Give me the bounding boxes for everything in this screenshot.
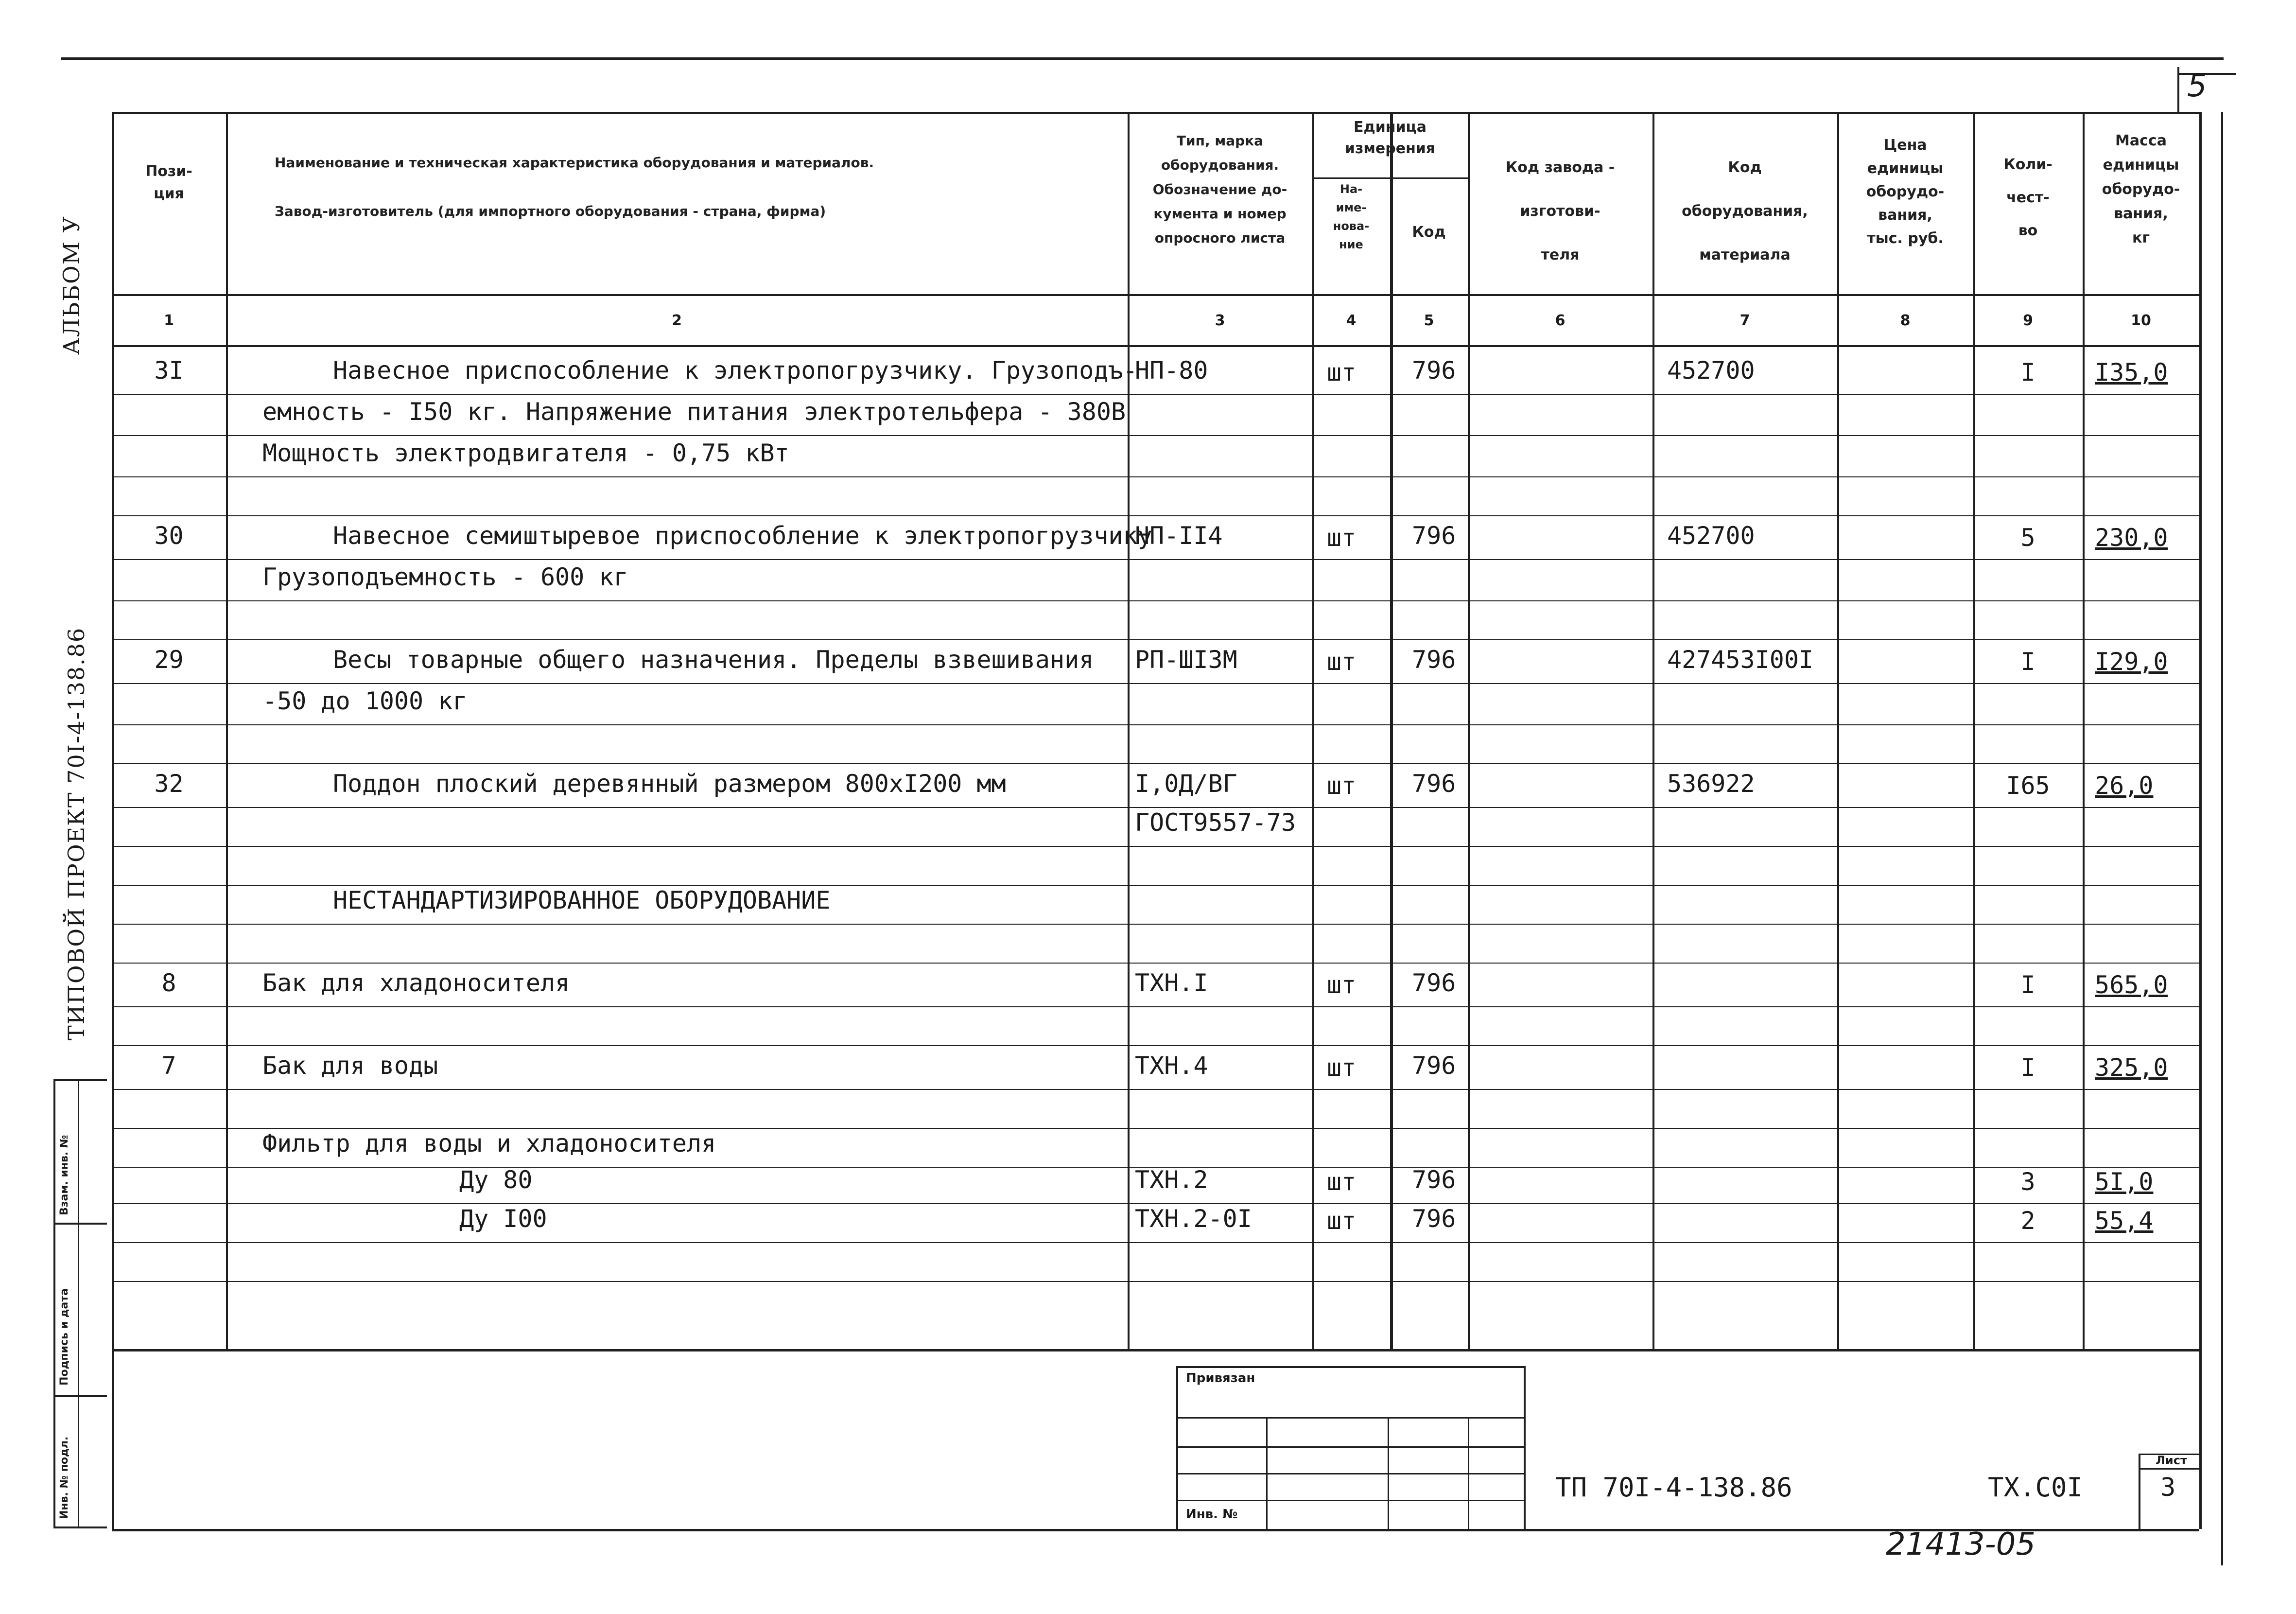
- row-name: Грузоподъемность - 600 кг: [262, 563, 628, 591]
- row-unit-code: 796: [1412, 770, 1456, 798]
- table-border-top: [112, 112, 2199, 114]
- row-quantity: 5: [2020, 524, 2035, 552]
- row-name: Фильтр для воды и хладоносителя: [262, 1129, 716, 1158]
- side-album-label: АЛЬБОМ У: [58, 215, 85, 355]
- row-position: 29: [154, 646, 184, 674]
- row-type: ГОСТ9557-73: [1135, 808, 1296, 837]
- page-number: 5: [2187, 68, 2207, 104]
- header-price: Цена единицы оборудо- вания, тыс. руб.: [1866, 137, 1945, 247]
- row-name: Навесное семиштыревое приспособление к электропогрузчику: [333, 522, 1152, 550]
- row-rule: [112, 639, 2199, 640]
- column-rule: [1652, 112, 1654, 1349]
- column-rule: [1468, 112, 1470, 1349]
- column-number-10: 10: [2131, 312, 2151, 329]
- column-number-5: 5: [1424, 312, 1434, 329]
- column-number-7: 7: [1739, 312, 1750, 329]
- stamp-inv-orig: Инв. № подл.: [58, 1436, 70, 1519]
- row-quantity: 3: [2020, 1168, 2035, 1196]
- row-unit: шт: [1327, 1053, 1357, 1082]
- row-unit-code: 796: [1412, 646, 1456, 674]
- row-name: Весы товарные общего назначения. Пределы взвешивания: [333, 646, 1094, 674]
- row-quantity: I: [2020, 648, 2035, 676]
- row-position: 32: [154, 770, 184, 798]
- row-quantity: I: [2020, 1053, 2035, 1082]
- header-name-line2: Завод-изготовитель (для импортного оборудования - страна, фирма): [275, 203, 826, 219]
- row-equipment-code: 452700: [1667, 522, 1755, 550]
- column-number-8: 8: [1900, 312, 1911, 329]
- row-position: 30: [154, 522, 184, 550]
- sheet-code: ТХ.С0I: [1988, 1472, 2083, 1503]
- row-unit-code: 796: [1412, 522, 1456, 550]
- row-type: НП-80: [1135, 356, 1208, 385]
- column-rule: [2083, 112, 2085, 1349]
- row-rule: [112, 963, 2199, 964]
- row-name: Бак для хладоносителя: [262, 969, 570, 997]
- row-unit-code: 796: [1412, 1052, 1456, 1080]
- row-unit: шт: [1327, 648, 1357, 676]
- header-bottom-rule: [112, 294, 2199, 296]
- column-number-1: 1: [164, 312, 174, 329]
- row-quantity: I: [2020, 971, 2035, 999]
- stamp-swap-inv: Взам. инв. №: [58, 1135, 70, 1215]
- stamp-grid: [1266, 1417, 1268, 1529]
- stamp-grid: [1176, 1366, 1524, 1368]
- row-unit-code: 796: [1412, 1205, 1456, 1233]
- stamp-grid: [2139, 1468, 2199, 1470]
- row-name: Бак для воды: [262, 1052, 438, 1080]
- row-type: ТХН.2: [1135, 1166, 1208, 1194]
- row-name: Ду I00: [459, 1205, 547, 1233]
- column-number-2: 2: [672, 312, 682, 329]
- row-unit: шт: [1327, 971, 1357, 999]
- row-position: 7: [161, 1052, 176, 1080]
- row-name: НЕСТАНДАРТИЗИРОВАННОЕ ОБОРУДОВАНИЕ: [333, 886, 831, 914]
- row-mass: 5I,0: [2095, 1168, 2154, 1196]
- handwritten-registration: 21413-05: [1886, 1526, 2036, 1562]
- stamp-grid: [2139, 1454, 2140, 1529]
- unit-subheader-rule: [1312, 177, 1468, 179]
- column-number-4: 4: [1346, 312, 1357, 329]
- row-name: Мощность электродвигателя - 0,75 кВт: [262, 439, 789, 467]
- row-unit-code: 796: [1412, 356, 1456, 385]
- row-type: ТХН.I: [1135, 969, 1208, 997]
- row-equipment-code: 452700: [1667, 356, 1755, 385]
- column-number-6: 6: [1555, 312, 1565, 329]
- frame-left-rule: [112, 1349, 114, 1529]
- header-position: Пози- ция: [145, 163, 192, 202]
- sheet-label: Лист: [2156, 1454, 2187, 1467]
- row-unit-code: 796: [1412, 1166, 1456, 1194]
- stamp-grid: [1176, 1417, 1524, 1419]
- row-rule: [112, 1281, 2199, 1282]
- column-rule: [1973, 112, 1975, 1349]
- stamp-sign-date: Подпись и дата: [58, 1288, 70, 1386]
- row-unit-code: 796: [1412, 969, 1456, 997]
- row-position: 3I: [154, 356, 184, 385]
- row-rule: [112, 1089, 2199, 1090]
- column-rule: [1390, 112, 1393, 1349]
- column-rule: [226, 112, 228, 1349]
- row-rule: [112, 476, 2199, 477]
- row-rule: [112, 1242, 2199, 1243]
- row-rule: [112, 924, 2199, 925]
- row-rule: [112, 394, 2199, 395]
- row-rule: [112, 1006, 2199, 1007]
- stamp-grid: [1524, 1366, 1526, 1529]
- row-mass: 55,4: [2095, 1207, 2154, 1235]
- header-factory-code: Код завода - изготови- теля: [1505, 159, 1615, 263]
- row-unit: шт: [1327, 524, 1357, 552]
- row-mass: 230,0: [2095, 524, 2168, 552]
- row-rule: [112, 600, 2199, 601]
- row-name: -50 до 1000 кг: [262, 687, 468, 715]
- header-type: Тип, марка оборудования. Обозначение до- кумента и номер опросного листа: [1152, 133, 1287, 246]
- column-rule: [1128, 112, 1130, 1349]
- row-rule: [112, 515, 2199, 516]
- row-quantity: 2: [2020, 1207, 2035, 1235]
- table-border-right: [2199, 112, 2202, 1529]
- row-type: ТХН.2-0I: [1135, 1205, 1252, 1233]
- row-type: НП-II4: [1135, 522, 1223, 550]
- row-unit: шт: [1327, 1207, 1357, 1235]
- row-quantity: I: [2020, 358, 2035, 386]
- row-equipment-code: 427453I00I: [1667, 646, 1814, 674]
- row-rule: [112, 683, 2199, 684]
- row-unit: шт: [1327, 772, 1357, 800]
- row-mass: I29,0: [2095, 648, 2168, 676]
- table-bottom-rule: [112, 1349, 2199, 1351]
- row-mass: 565,0: [2095, 971, 2168, 999]
- row-rule: [112, 846, 2199, 847]
- row-type: I,0Д/ВГ: [1135, 770, 1237, 798]
- header-quantity: Коли- чест- во: [2003, 156, 2052, 239]
- stamp-grid: [1176, 1500, 1524, 1501]
- table-border-left: [112, 112, 114, 1349]
- header-unit-code: Код: [1412, 224, 1446, 241]
- row-unit: шт: [1327, 358, 1357, 386]
- row-name: Ду 80: [459, 1166, 533, 1194]
- stamp-grid: [1468, 1417, 1469, 1529]
- doc-code: ТП 70I-4-138.86: [1555, 1472, 1792, 1503]
- side-project-label: ТИПОВОЙ ПРОЕКТ 70I-4-138.86: [63, 627, 89, 1040]
- row-mass: I35,0: [2095, 358, 2168, 386]
- header-unit-name: На- име- нова- ние: [1333, 182, 1370, 251]
- row-name: Поддон плоский деревянный размером 800хI200 мм: [333, 770, 1006, 798]
- row-mass: 26,0: [2095, 772, 2154, 800]
- stamp-grid: [1176, 1473, 1524, 1474]
- row-equipment-code: 536922: [1667, 770, 1755, 798]
- column-number-3: 3: [1215, 312, 1225, 329]
- row-unit: шт: [1327, 1168, 1357, 1196]
- column-rule: [1312, 112, 1314, 1349]
- column-number-9: 9: [2023, 312, 2033, 329]
- sheet-number: 3: [2160, 1473, 2176, 1502]
- row-rule: [112, 724, 2199, 725]
- stamp-linked-label: Привязан: [1186, 1371, 1255, 1386]
- stamp-inv-label: Инв. №: [1186, 1507, 1238, 1522]
- row-rule: [112, 1045, 2199, 1046]
- row-name: Навесное приспособление к электропогрузчику. Грузоподъ-: [333, 356, 1138, 385]
- stamp-grid: [1176, 1446, 1524, 1448]
- column-rule: [1837, 112, 1839, 1349]
- row-type: РП-ШI3М: [1135, 646, 1237, 674]
- header-mass: Масса единицы оборудо- вания, кг: [2102, 132, 2180, 246]
- row-mass: 325,0: [2095, 1053, 2168, 1082]
- row-rule: [112, 559, 2199, 560]
- header-name-line1: Наименование и техническая характеристика оборудования и материалов.: [275, 155, 874, 171]
- stamp-grid: [1388, 1417, 1389, 1529]
- row-quantity: I65: [2006, 772, 2050, 800]
- header-unit: Единица измерения: [1344, 119, 1436, 157]
- number-row-rule: [112, 345, 2199, 347]
- row-position: 8: [161, 969, 176, 997]
- row-rule: [112, 435, 2199, 436]
- header-equipment-code: Код оборудования, материала: [1682, 159, 1808, 263]
- row-type: ТХН.4: [1135, 1052, 1208, 1080]
- row-rule: [112, 763, 2199, 764]
- row-name: емность - I50 кг. Напряжение питания электротельфера - 380В: [262, 398, 1126, 426]
